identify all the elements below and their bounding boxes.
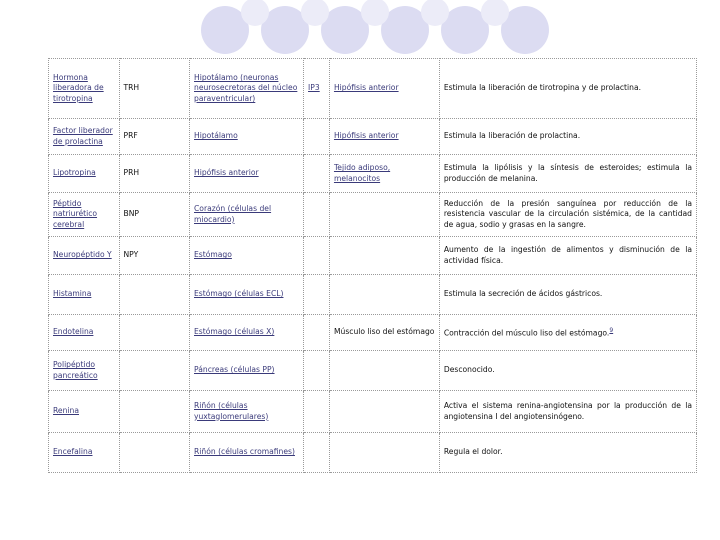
hormone-source[interactable]: Estómago bbox=[190, 237, 304, 275]
hormone-abbr bbox=[119, 351, 190, 391]
hormone-abbr bbox=[119, 391, 190, 433]
table-row bbox=[49, 351, 697, 391]
hormone-target bbox=[329, 275, 439, 315]
hormones-table bbox=[48, 58, 697, 473]
hormone-target bbox=[329, 351, 439, 391]
table-row bbox=[49, 119, 697, 155]
hormone-effect: Reducción de la presión sanguínea por reducción de la resistencia vascular de la circulación sistémica, de la cantidad de agua, sodio y grasas en la sangre. bbox=[439, 193, 696, 237]
hormone-receptor bbox=[304, 193, 330, 237]
hormone-effect: Estimula la liberación de prolactina. bbox=[439, 119, 696, 155]
hormone-abbr: PRH bbox=[119, 155, 190, 193]
source-link[interactable]: Hipotálamo (neuronas neurosecretoras del núcleo paraventricular) bbox=[194, 73, 298, 103]
hormone-effect bbox=[439, 315, 696, 351]
hormone-effect: Activa el sistema renina-angiotensina por la producción de la angiotensina I del angiotensinógeno. bbox=[439, 391, 696, 433]
hormone-abbr bbox=[119, 315, 190, 351]
effect-text: Contracción del músculo liso del estómago. bbox=[443, 328, 610, 338]
hormone-target[interactable]: Tejido adiposo, melanocitos bbox=[329, 155, 439, 193]
hormone-abbr: PRF bbox=[119, 119, 190, 155]
hormone-name[interactable]: Hormona liberadora de tirotropina bbox=[49, 59, 120, 119]
hormone-receptor bbox=[304, 351, 330, 391]
hormone-target bbox=[329, 433, 439, 473]
table-row bbox=[49, 315, 697, 351]
hormone-target bbox=[329, 391, 439, 433]
hormone-name[interactable]: Lipotropina bbox=[49, 155, 120, 193]
hormone-target[interactable]: Hipófisis anterior bbox=[329, 119, 439, 155]
hormone-abbr: TRH bbox=[119, 59, 190, 119]
hormone-target: Músculo liso del estómago bbox=[329, 315, 439, 351]
hormone-abbr bbox=[119, 275, 190, 315]
hormone-receptor bbox=[304, 155, 330, 193]
hormone-abbr bbox=[119, 433, 190, 473]
table-row bbox=[49, 237, 697, 275]
hormone-name[interactable]: Encefalina bbox=[49, 433, 120, 473]
hormone-effect: Estimula la secreción de ácidos gástricos. bbox=[439, 275, 696, 315]
hormone-source[interactable]: Riñón (células cromafines) bbox=[190, 433, 304, 473]
hormone-source[interactable]: Riñón (células yuxtaglomerulares) bbox=[190, 391, 304, 433]
footnote-link[interactable]: 9 bbox=[609, 326, 614, 334]
hormone-name[interactable]: Polipéptido pancreático bbox=[49, 351, 120, 391]
hormone-source[interactable]: Páncreas (células PP) bbox=[190, 351, 304, 391]
hormone-receptor bbox=[304, 433, 330, 473]
hormone-abbr: BNP bbox=[119, 193, 190, 237]
hormone-source[interactable]: Estómago (células X) bbox=[190, 315, 304, 351]
hormone-receptor bbox=[304, 315, 330, 351]
hormone-receptor bbox=[304, 237, 330, 275]
table-row bbox=[49, 391, 697, 433]
hormone-name[interactable]: Factor liberador de prolactina bbox=[49, 119, 120, 155]
hormone-receptor bbox=[304, 391, 330, 433]
hormone-source[interactable]: Hipófisis anterior bbox=[190, 155, 304, 193]
hormone-effect: Estimula la liberación de tirotropina y de prolactina. bbox=[439, 59, 696, 119]
hormone-name[interactable]: Endotelina bbox=[49, 315, 120, 351]
hormone-effect: Aumento de la ingestión de alimentos y disminución de la actividad física. bbox=[439, 237, 696, 275]
hormone-source[interactable]: Hipotálamo bbox=[190, 119, 304, 155]
hormone-receptor bbox=[304, 275, 330, 315]
table-row bbox=[49, 193, 697, 237]
hormone-effect: Desconocido. bbox=[439, 351, 696, 391]
decorative-circles bbox=[0, 0, 720, 60]
hormone-target bbox=[329, 193, 439, 237]
table-row bbox=[49, 433, 697, 473]
hormone-receptor[interactable]: IP3 bbox=[304, 59, 330, 119]
hormone-effect: Estimula la lipólisis y la síntesis de esteroides; estimula la producción de melanina. bbox=[439, 155, 696, 193]
hormone-name[interactable]: Renina bbox=[49, 391, 120, 433]
hormone-name[interactable]: Neuropéptido Y bbox=[49, 237, 120, 275]
hormone-name[interactable]: Péptido natriurético cerebral bbox=[49, 193, 120, 237]
hormone-target bbox=[329, 237, 439, 275]
hormone-abbr: NPY bbox=[119, 237, 190, 275]
table-row bbox=[49, 155, 697, 193]
hormone-name[interactable]: Histamina bbox=[49, 275, 120, 315]
table-row bbox=[49, 59, 697, 119]
hormone-effect: Regula el dolor. bbox=[439, 433, 696, 473]
hormone-target[interactable]: Hipófisis anterior bbox=[329, 59, 439, 119]
hormone-source[interactable]: Estómago (células ECL) bbox=[190, 275, 304, 315]
hormone-source[interactable]: Corazón (células del miocardio) bbox=[190, 193, 304, 237]
hormone-source bbox=[190, 59, 304, 119]
table-row bbox=[49, 275, 697, 315]
hormone-receptor bbox=[304, 119, 330, 155]
